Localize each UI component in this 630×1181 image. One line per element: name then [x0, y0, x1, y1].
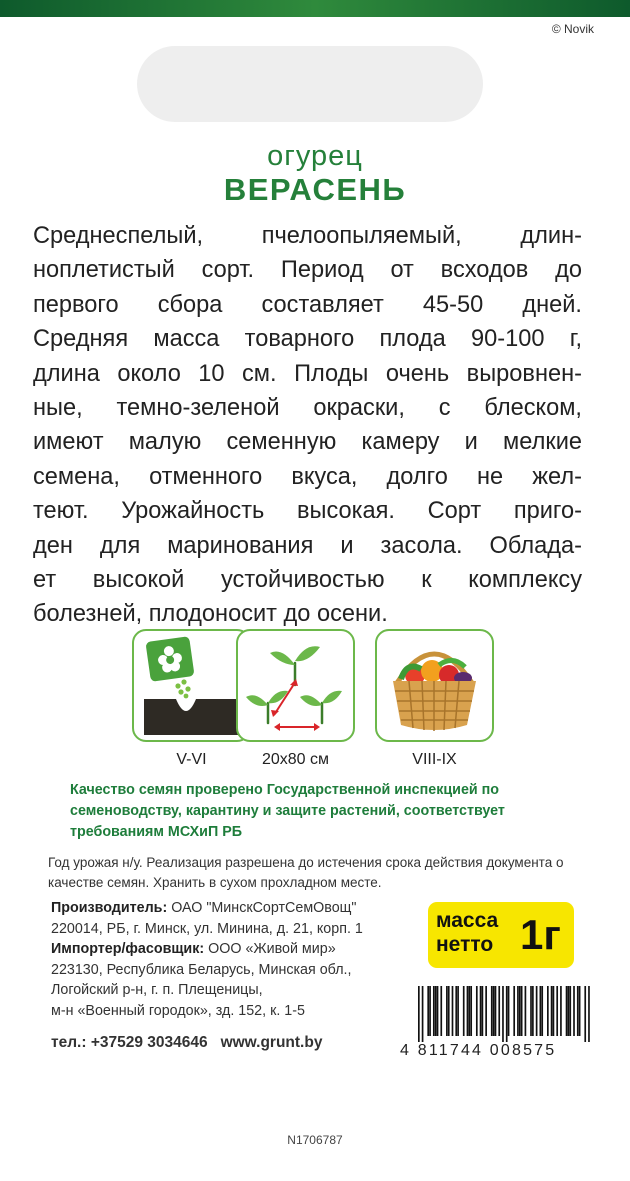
net-weight-badge — [428, 902, 574, 968]
net-weight-label-net: нетто — [436, 933, 494, 956]
barcode-digits: 4 811744 008575 — [400, 1042, 557, 1059]
barcode-bar — [519, 986, 521, 1036]
description-line: Среднеспелый, пчелоопыляемый, длин- — [33, 223, 582, 249]
producer-label: Производитель: — [51, 900, 168, 916]
batch-number: N1706787 — [287, 1133, 343, 1147]
barcode-bar — [433, 986, 435, 1036]
barcode-bar — [506, 986, 508, 1042]
barcode-bar — [435, 986, 437, 1036]
barcode-bar — [532, 986, 534, 1036]
barcode-bar — [495, 986, 497, 1036]
description-line: Средняя масса товарного плода 90-100 г, — [33, 326, 582, 353]
description-line: имеют малую семенную камеру и мелкие — [33, 429, 582, 456]
description-line: ноплетистый сорт. Период от всходов до — [33, 257, 582, 284]
barcode-bar — [448, 986, 450, 1036]
quality-statement: Качество семян проверено Государственной инспекцией по семеноводству, карантину и защите растений, соответствует требованиям МСХиП РБ — [70, 782, 505, 840]
barcode-bar — [553, 986, 555, 1036]
description-line: семена, отменного вкуса, долго не жел- — [33, 463, 582, 490]
producer-address: 220014, РБ, г. Минск, ул. Минина, д. 21, корп. 1 — [51, 920, 363, 937]
spacing-icon — [236, 629, 355, 742]
description-line: длина около 10 см. Плоды очень выровнен- — [33, 360, 582, 387]
description-line: ные, темно-зеленой окраски, с блеском, — [33, 395, 582, 422]
importer-line — [51, 939, 411, 960]
barcode-bar — [547, 986, 549, 1036]
net-weight-label — [436, 909, 498, 957]
importer-address-3: м-н «Военный городок», зд. 152, к. 1-5 — [51, 1002, 305, 1019]
packet-window — [137, 46, 483, 122]
net-weight-value: 1г — [520, 911, 561, 958]
description-line: болезней, плодоносит до осени. — [33, 601, 388, 628]
barcode-bar — [556, 986, 558, 1036]
variety-description — [33, 219, 582, 632]
barcode-bar — [440, 986, 442, 1036]
importer-address-1: 223130, Республика Беларусь, Минская обл., — [51, 961, 352, 978]
barcode-bar — [513, 986, 515, 1036]
top-brand-band — [0, 0, 630, 17]
barcode-bar — [437, 986, 439, 1036]
producer-info — [51, 898, 411, 1021]
barcode-bar — [467, 986, 469, 1036]
producer-name: ОАО "МинскСортСемОвощ" — [167, 900, 357, 916]
barcode-bar — [560, 986, 562, 1036]
website-link[interactable]: www.grunt.by — [220, 1034, 323, 1051]
barcode-bar — [577, 986, 579, 1036]
barcode-bar — [508, 986, 510, 1036]
barcode-bar — [588, 986, 590, 1042]
net-weight-label-mass: масса — [436, 909, 499, 932]
producer-line — [51, 898, 411, 919]
barcode-bar — [517, 986, 519, 1036]
barcode-bar — [422, 986, 424, 1042]
barcode-bar — [573, 986, 575, 1036]
barcode-bar — [427, 986, 429, 1036]
barcode-bar — [418, 986, 420, 1042]
barcode-bar — [457, 986, 459, 1036]
phone-number: тел.: +37529 3034646 — [51, 1034, 208, 1051]
barcode-bar — [485, 986, 487, 1036]
spacing-label: 20x80 см — [261, 751, 330, 768]
barcode-bar — [491, 986, 493, 1036]
barcode-bar — [530, 986, 532, 1036]
barcode-bar — [463, 986, 465, 1036]
barcode-bar — [476, 986, 478, 1036]
barcode-bar — [502, 986, 504, 1042]
barcode-bar — [452, 986, 454, 1036]
barcode-bar — [446, 986, 448, 1036]
variety-name: ВЕРАСЕНЬ — [223, 172, 407, 207]
importer-label: Импортер/фасовщик: — [51, 941, 205, 957]
barcode-bar — [482, 986, 484, 1036]
contacts — [51, 1034, 322, 1052]
barcode-bar — [455, 986, 457, 1036]
barcode-bar — [536, 986, 538, 1036]
crop-kind: огурец — [267, 140, 363, 172]
barcode-bar — [540, 986, 542, 1036]
barcode-bar — [468, 986, 470, 1036]
sowing-icon — [132, 629, 251, 742]
barcode-bar — [584, 986, 586, 1042]
description-line: ет высокой устойчивостью к комплексу — [33, 567, 582, 594]
barcode-bar — [498, 986, 500, 1036]
barcode-bar — [568, 986, 570, 1036]
barcode-bar — [470, 986, 472, 1036]
barcode-bar — [480, 986, 482, 1036]
storage-note: Год урожая н/у. Реализация разрешена до истечения срока действия документа о качестве семян. Хранить в сухом прохладном месте. — [48, 855, 564, 890]
description-line: первого сбора составляет 45-50 дней. — [33, 291, 582, 318]
importer-address-2: Логойский р-н, г. п. Плещеницы, — [51, 982, 263, 998]
barcode-image — [418, 986, 590, 1042]
barcode-bar — [493, 986, 495, 1036]
copyright-text: © Novik — [551, 22, 594, 36]
harvest-period-label: VIII-IX — [412, 751, 457, 768]
barcode-bar — [429, 986, 431, 1036]
barcode-bar — [525, 986, 527, 1036]
barcode-bar — [569, 986, 571, 1036]
barcode-bar — [566, 986, 568, 1036]
barcode-bar — [579, 986, 581, 1036]
description-line: теют. Урожайность высокая. Сорт приго- — [33, 498, 582, 525]
barcode-bar — [551, 986, 553, 1036]
barcode-bar — [541, 986, 543, 1036]
barcode-bar — [521, 986, 523, 1036]
importer-name: ООО «Живой мир» — [204, 941, 336, 957]
harvest-basket-icon — [375, 629, 494, 742]
description-line: ден для маринования и засола. Облада- — [33, 532, 582, 559]
sowing-period-label: V-VI — [176, 751, 207, 768]
